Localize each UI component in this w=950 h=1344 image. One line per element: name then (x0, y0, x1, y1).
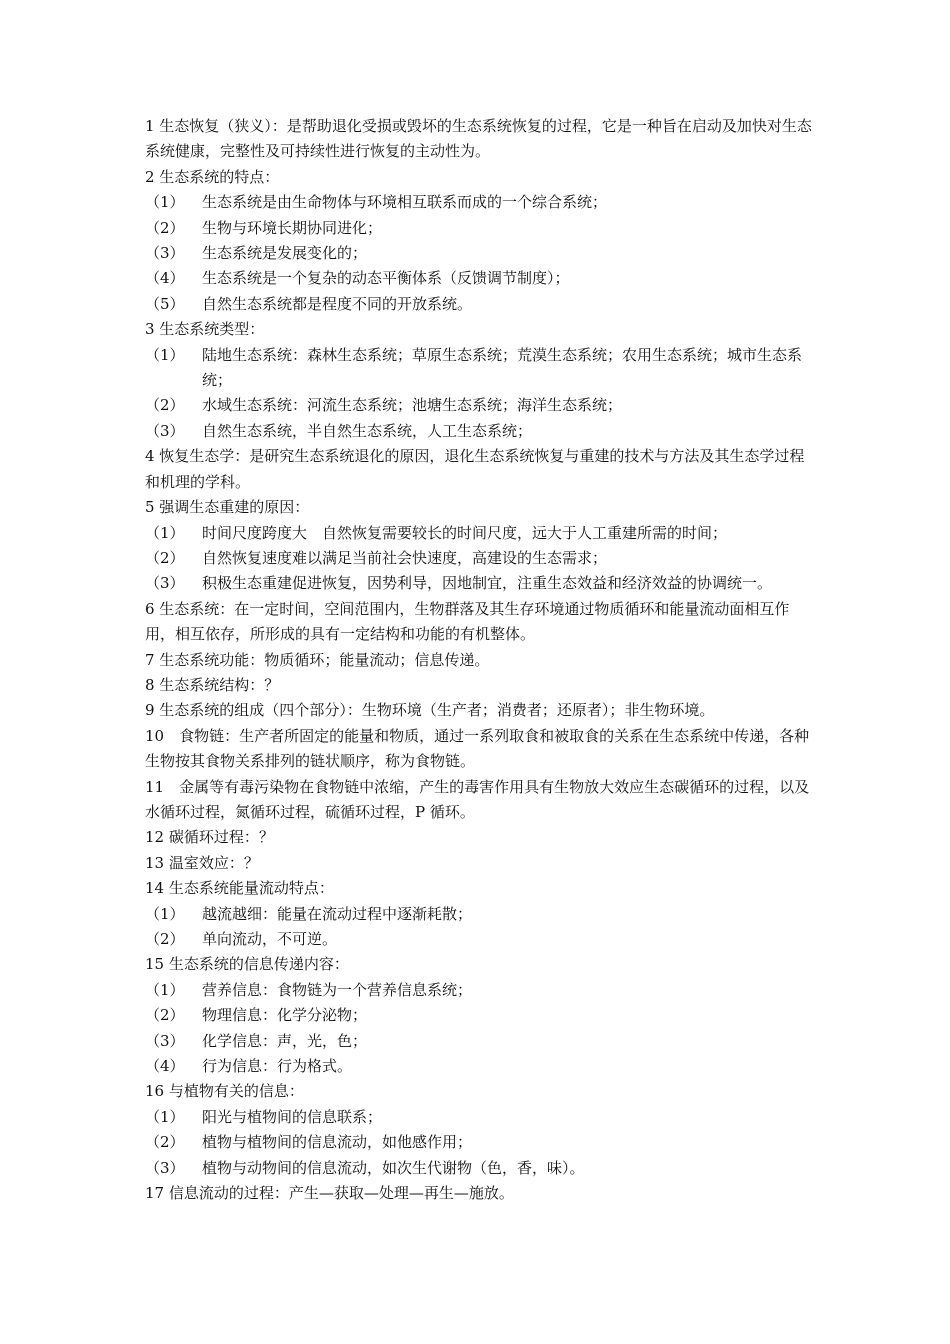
paragraph-s14: 14 生态系统能量流动特点： (145, 879, 334, 898)
list-item (145, 521, 815, 546)
list-item (145, 1054, 815, 1079)
list-item-text: 生态系统是发展变化的； (202, 244, 368, 263)
list-item (145, 190, 815, 215)
paragraph-s17: 17 信息流动的过程：产生—获取—处理—再生—施放。 (145, 1184, 514, 1203)
list-item (145, 978, 815, 1003)
list-item (145, 241, 815, 266)
list-item (145, 393, 815, 418)
paragraph-s4: 4 恢复生态学：是研究生态系统退化的原因，退化生态系统恢复与重建的技术与方法及其生态学过程和机理的学科。 (145, 447, 805, 491)
list-item-text: 自然恢复速度难以满足当前社会快速度，高建设的生态需求； (202, 548, 608, 567)
list-item (145, 546, 815, 571)
paragraph-s12: 12 碳循环过程：？ (145, 828, 274, 847)
list-item-number: （2） (145, 1133, 185, 1152)
list-item-number: （1） (145, 904, 185, 923)
paragraph-s10: 10 食物链：生产者所固定的能量和物质，通过一系列取食和被取食的关系在生态系统中传递，各种生物按其食物关系排列的链状顺序，称为食物链。 (145, 726, 810, 771)
list-item-text: 自然生态系统都是程度不同的开放系统。 (202, 294, 473, 313)
list-item-number: （3） (145, 244, 185, 263)
list-item-number: （1） (145, 523, 185, 542)
paragraph-s8: 8 生态系统结构：？ (145, 675, 280, 694)
list-item-number: （2） (145, 930, 185, 948)
list-item-number: （3） (145, 1031, 185, 1050)
paragraph-s3: 3 生态系统类型： (145, 320, 265, 339)
list-item-text: 积极生态重建促进恢复，因势利导，因地制宜，注重生态效益和经济效益的协调统一。 (202, 574, 773, 593)
list-item-number: （3） (145, 574, 185, 593)
list-item-text: 自然生态系统，半自然生态系统，人工生态系统； (202, 421, 533, 440)
list-item (145, 1003, 815, 1028)
list-item (145, 292, 815, 317)
list-item-text: 化学信息：声，光，色； (202, 1031, 368, 1050)
paragraph-s16: 16 与植物有关的信息： (145, 1082, 304, 1101)
list-item-number: （1） (145, 980, 185, 999)
list-item-text: 生物与环境长期协同进化； (202, 218, 383, 237)
list-item (145, 1029, 815, 1054)
list-item-text: 陆地生态系统：森林生态系统；草原生态系统；荒漠生态系统；农用生态系统；城市生态系统； (202, 345, 803, 390)
list-item-text: 营养信息：食物链为一个营养信息系统； (202, 980, 473, 999)
list-item-number: （2） (145, 396, 185, 415)
list-item-number: （5） (145, 294, 185, 313)
list-item (145, 1130, 815, 1155)
list-item (145, 1105, 815, 1130)
list-item-number: （1） (145, 345, 185, 364)
paragraph-s5: 5 强调生态重建的原因： (145, 498, 310, 517)
list-item-text: 越流越细：能量在流动过程中逐渐耗散； (202, 904, 473, 923)
list-item-text: 植物与动物间的信息流动，如次生代谢物（色，香，味）。 (202, 1158, 585, 1177)
paragraph-s7: 7 生态系统功能：物质循环；能量流动；信息传递。 (145, 650, 490, 669)
list-item-text: 行为信息：行为格式。 (202, 1057, 353, 1076)
list-item (145, 902, 815, 927)
paragraph-s11: 11 金属等有毒污染物在食物链中浓缩，产生的毒害作用具有生物放大效应生态碳循环的过程，以及水循环过程，氮循环过程，硫循环过程，P 循环。 (145, 777, 810, 821)
paragraph-s2: 2 生态系统的特点： (145, 167, 280, 186)
list-item-text: 水域生态系统：河流生态系统；池塘生态系统；海洋生态系统； (202, 396, 623, 415)
list-item (145, 216, 815, 241)
list-item-text: 生态系统是由生命物体与环境相互联系而成的一个综合系统； (202, 193, 608, 212)
list-item-number: （3） (145, 421, 185, 440)
list-item (145, 266, 815, 291)
list-item-number: （3） (145, 1158, 185, 1177)
list-item-number: （4） (145, 269, 185, 288)
list-item-number: （2） (145, 218, 185, 237)
document-page (145, 114, 815, 1206)
list-item (145, 343, 815, 394)
list-item-number: （4） (145, 1057, 185, 1076)
list-item-text: 单向流动，不可逆。 (202, 930, 338, 948)
paragraph-s9: 9 生态系统的组成（四个部分）：生物环境（生产者；消费者；还原者）；非生物环境。 (145, 701, 715, 720)
list-item-number: （2） (145, 548, 185, 567)
list-item (145, 927, 815, 952)
paragraph-s15: 15 生态系统的信息传递内容： (145, 955, 349, 974)
list-item-text: 阳光与植物间的信息联系； (202, 1107, 383, 1126)
list-item (145, 419, 815, 444)
list-item-number: （1） (145, 1107, 185, 1126)
paragraph-s13: 13 温室效应：？ (145, 853, 259, 872)
list-item-text: 植物与植物间的信息流动，如他感作用； (202, 1133, 473, 1152)
list-item (145, 571, 815, 596)
list-item-text: 物理信息：化学分泌物； (202, 1006, 368, 1025)
list-item-text: 生态系统是一个复杂的动态平衡体系（反馈调节制度）； (202, 269, 570, 288)
list-item (145, 1156, 815, 1181)
list-item-number: （1） (145, 193, 185, 212)
list-item-number: （2） (145, 1006, 185, 1025)
paragraph-s1: 1 生态恢复（狭义）：是帮助退化受损或毁坏的生态系统恢复的过程，它是一种旨在启动及加快对生态系统健康，完整性及可持续性进行恢复的主动性为。 (145, 117, 812, 161)
list-item-text: 时间尺度跨度大 自然恢复需要较长的时间尺度，远大于人工重建所需的时间； (202, 523, 728, 542)
paragraph-s6: 6 生态系统：在一定时间，空间范围内，生物群落及其生存环境通过物质循环和能量流动面相互作用，相互依存，所形成的具有一定结构和功能的有机整体。 (145, 599, 790, 644)
